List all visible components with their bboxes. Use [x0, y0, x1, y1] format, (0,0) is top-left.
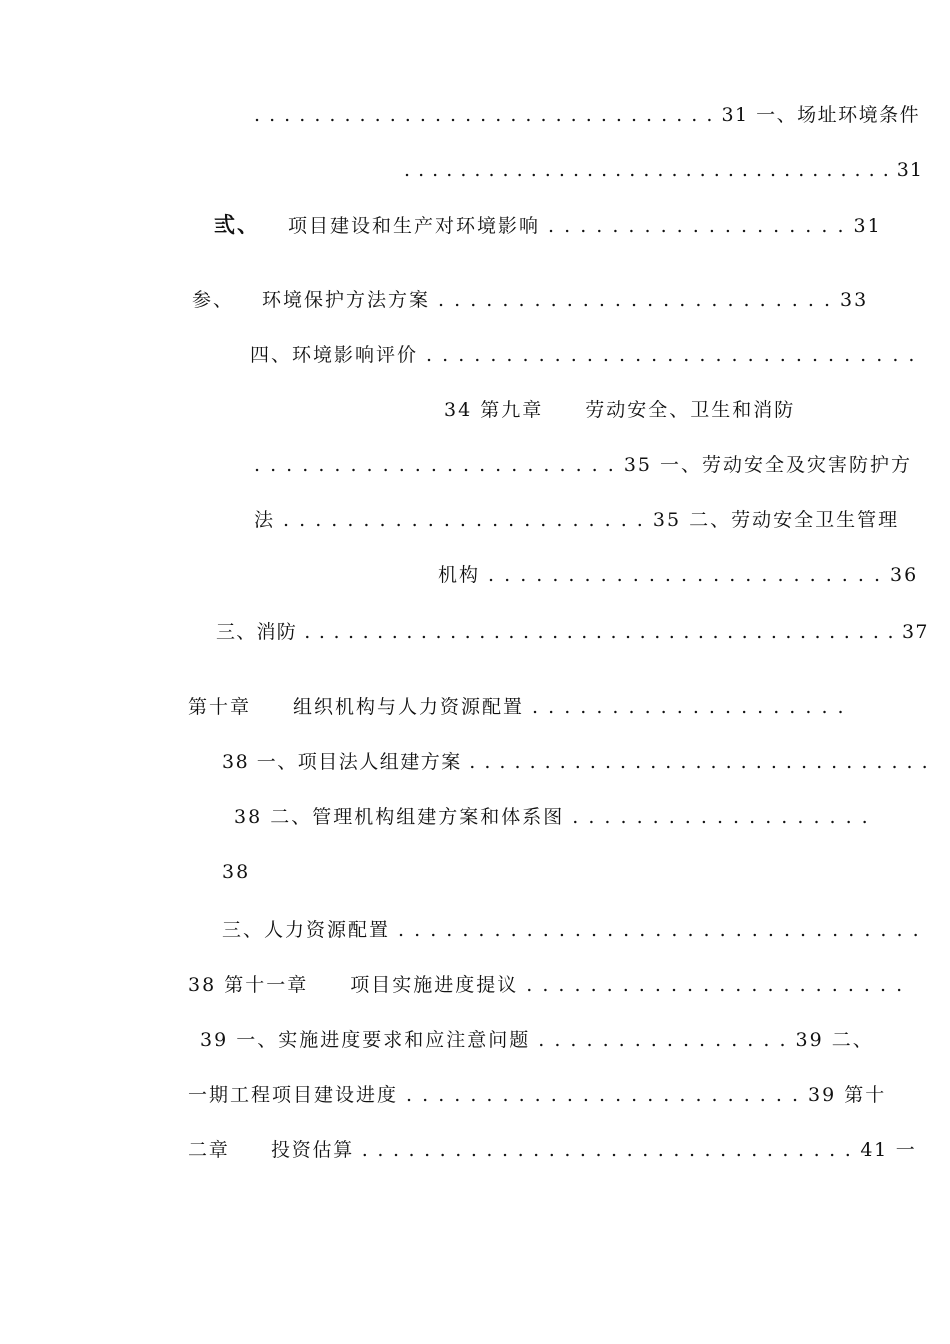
toc-entry [438, 560, 918, 590]
toc-entry-text: 机构 . . . . . . . . . . . . . . . . . . . . . . . . . 36 [438, 564, 919, 586]
toc-entry-text: 38 [222, 861, 251, 883]
toc-entry [214, 210, 882, 240]
toc-entry [250, 340, 916, 370]
toc-entry [188, 692, 846, 722]
toc-entry-text: . . . . . . . . . . . . . . . . . . . . . . . . . . . . . . . 31 一、场址环境条件 [254, 104, 921, 126]
toc-entry [216, 617, 929, 647]
toc-entry-text: . . . . . . . . . . . . . . . . . . . . . . . . . . . . . . . . . . . 31 [404, 159, 923, 181]
toc-entry [222, 857, 250, 887]
toc-entry [188, 1135, 917, 1165]
toc-entry-text: 项目建设和生产对环境影响 . . . . . . . . . . . . . . . . . . . 31 [288, 215, 882, 237]
toc-entry-text: 法 . . . . . . . . . . . . . . . . . . . . . . . 35 二、劳动安全卫生管理 [254, 509, 900, 531]
toc-entry [254, 100, 920, 130]
toc-entry-text: 39 一、实施进度要求和应注意问题 . . . . . . . . . . . . . . . . 39 二、 [200, 1029, 874, 1051]
toc-entry-text: 三、人力资源配置 . . . . . . . . . . . . . . . . . . . . . . . . . . . . . . . . . [222, 919, 921, 941]
toc-entry [444, 395, 795, 425]
toc-entry-text: 环境保护方法方案 . . . . . . . . . . . . . . . . . . . . . . . . . 33 [262, 289, 869, 311]
toc-entry-text: 第十章 组织机构与人力资源配置 . . . . . . . . . . . . . . . . . . . . [188, 696, 846, 718]
toc-entry-text: 二章 投资估算 . . . . . . . . . . . . . . . . . . . . . . . . . . . . . . . . 41 一 [188, 1139, 917, 1161]
toc-entry-text: . . . . . . . . . . . . . . . . . . . . . . . 35 一、劳动安全及灾害防护方 [254, 454, 913, 476]
toc-entry-text: 三、消防 . . . . . . . . . . . . . . . . . . . . . . . . . . . . . . . . . . . . . . . . . 37 [216, 621, 929, 643]
toc-entry-text: 38 一、项目法人组建方案 . . . . . . . . . . . . . . . . . . . . . . . . . . . . . . . [222, 751, 930, 773]
toc-entry [222, 915, 921, 945]
toc-entry-number: 弎、 [214, 212, 260, 237]
toc-entry-text: 四、环境影响评价 . . . . . . . . . . . . . . . . . . . . . . . . . . . . . . . [250, 344, 917, 366]
toc-entry-number: 参、 [192, 289, 235, 311]
toc-entry [192, 285, 868, 315]
toc-entry [234, 802, 870, 832]
toc-entry [254, 450, 912, 480]
toc-entry [188, 970, 904, 1000]
toc-entry-text: 38 二、管理机构组建方案和体系图 . . . . . . . . . . . . . . . . . . . [234, 806, 870, 828]
toc-entry-text: 34 第九章 劳动安全、卫生和消防 [444, 399, 796, 421]
toc-entry [200, 1025, 874, 1055]
toc-entry [254, 505, 899, 535]
toc-entry [404, 155, 923, 185]
toc-entry-text: 一期工程项目建设进度 . . . . . . . . . . . . . . . . . . . . . . . . . 39 第十 [188, 1084, 887, 1106]
toc-entry-text: 38 第十一章 项目实施进度提议 . . . . . . . . . . . . . . . . . . . . . . . . [188, 974, 905, 996]
toc-entry [188, 1080, 886, 1110]
toc-entry [222, 747, 929, 777]
